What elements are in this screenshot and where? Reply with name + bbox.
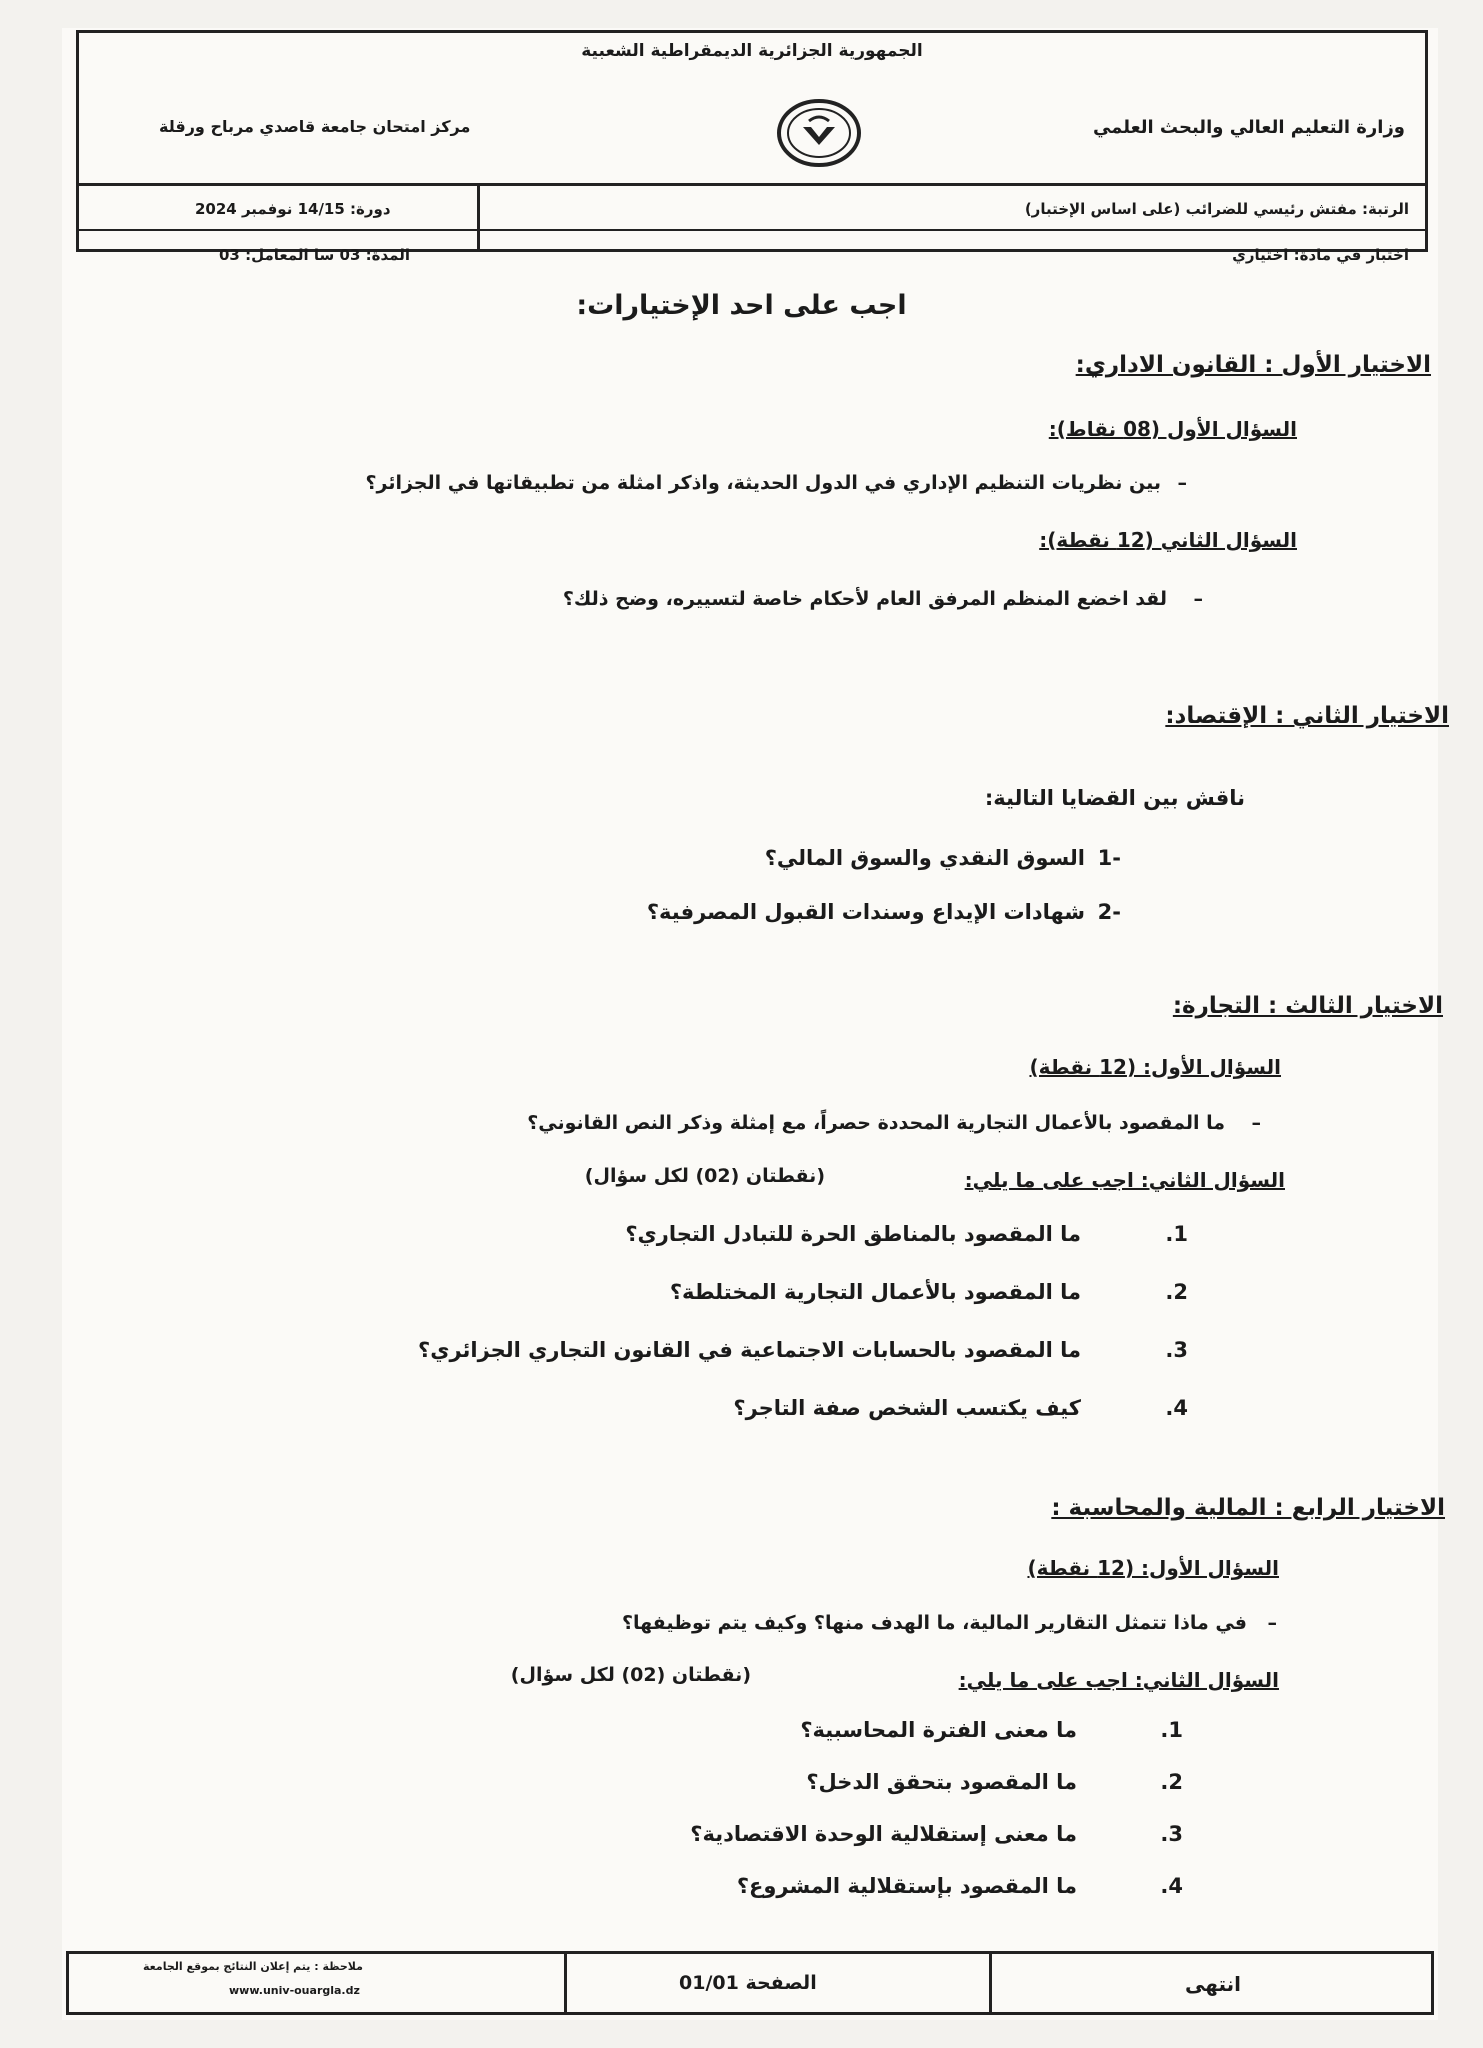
- ministry-name: وزارة التعليم العالي والبحث العلمي: [1092, 117, 1405, 138]
- option-4-item-num: 2.: [1160, 1770, 1183, 1794]
- exam-footer: [66, 1951, 1434, 2015]
- option-4-q1-label: السؤال الأول: (12 نقطة): [1027, 1556, 1279, 1580]
- page-number: الصفحة 01/01: [679, 1972, 817, 1994]
- option-4-title: الاختيار الرابع : المالية والمحاسبة :: [1051, 1495, 1445, 1521]
- exam-sheet: [62, 28, 1438, 2020]
- option-4-item-num: 1.: [1160, 1718, 1183, 1742]
- option-1-q1-dash: –: [1177, 472, 1187, 494]
- option-3-q1-label: السؤال الأول: (12 نقطة): [1029, 1055, 1281, 1079]
- footer-divider: [989, 1954, 992, 2012]
- option-3-item: كيف يكتسب الشخص صفة التاجر؟: [733, 1396, 1081, 1420]
- option-4-q1-text: في ماذا تتمثل التقارير المالية، ما الهدف منها؟ وكيف يتم توظيفها؟: [621, 1612, 1247, 1634]
- option-4-item: ما معنى الفترة المحاسبية؟: [800, 1718, 1077, 1742]
- university-url: www.univ-ouargla.dz: [229, 1984, 360, 1997]
- end-label: انتهى: [1185, 1972, 1241, 1996]
- option-4-item: ما المقصود بإستقلالية المشروع؟: [736, 1874, 1077, 1898]
- option-3-q1-dash: –: [1251, 1112, 1261, 1134]
- option-3-item-num: 1.: [1165, 1222, 1188, 1246]
- option-2-item-num: -1: [1097, 846, 1121, 870]
- header-divider: [79, 183, 1425, 186]
- option-3-q2-label: السؤال الثاني: اجب على ما يلي:: [964, 1168, 1285, 1192]
- header-divider: [79, 229, 1425, 231]
- option-2-intro: ناقش بين القضايا التالية:: [984, 786, 1245, 810]
- option-3-item-num: 2.: [1165, 1280, 1188, 1304]
- option-4-q2-points: (نقطتان (02) لكل سؤال): [510, 1664, 751, 1686]
- exam-rank: الرتبة: مفتش رئيسي للضرائب (على اساس الإختبار): [1024, 200, 1409, 218]
- option-2-title: الاختيار الثاني : الإقتصاد:: [1165, 703, 1449, 729]
- option-1-q1-text: بين نظريات التنظيم الإداري في الدول الحديثة، واذكر امثلة من تطبيقاتها في الجزائر؟: [365, 472, 1161, 494]
- option-3-item-num: 4.: [1165, 1396, 1188, 1420]
- option-4-item: ما معنى إستقلالية الوحدة الاقتصادية؟: [690, 1822, 1077, 1846]
- university-logo-icon: [773, 97, 865, 169]
- option-3-q2-points: (نقطتان (02) لكل سؤال): [584, 1165, 825, 1187]
- option-4-q2-label: السؤال الثاني: اجب على ما يلي:: [958, 1668, 1279, 1692]
- option-1-q2-text: لقد اخضع المنظم المرفق العام لأحكام خاصة لتسييره، وضح ذلك؟: [562, 588, 1167, 610]
- footer-divider: [564, 1954, 567, 2012]
- header-column-divider: [477, 183, 480, 252]
- option-4-item: ما المقصود بتحقق الدخل؟: [806, 1770, 1077, 1794]
- option-3-item: ما المقصود بالحسابات الاجتماعية في القانون التجاري الجزائري؟: [418, 1338, 1081, 1362]
- option-2-item: شهادات الإيداع وسندات القبول المصرفية؟: [646, 900, 1085, 924]
- results-note: ملاحظة : يتم إعلان النتائج بموقع الجامعة: [143, 1960, 363, 1973]
- exam-center: مركز امتحان جامعة قاصدي مرباح ورقلة: [159, 117, 471, 136]
- exam-subject: اختبار في مادة: اختياري: [1232, 246, 1409, 264]
- page-title: اجب على احد الإختيارات:: [576, 290, 907, 321]
- option-3-q1-text: ما المقصود بالأعمال التجارية المحددة حصراً، مع إمثلة وذكر النص القانوني؟: [527, 1112, 1225, 1134]
- option-3-item-num: 3.: [1165, 1338, 1188, 1362]
- exam-session: دورة: 14/15 نوفمبر 2024: [195, 200, 391, 218]
- exam-duration: المدة: 03 سا المعامل: 03: [219, 246, 410, 264]
- option-2-item-num: -2: [1097, 900, 1121, 924]
- exam-header: [76, 30, 1428, 264]
- option-2-item: السوق النقدي والسوق المالي؟: [764, 846, 1085, 870]
- option-4-item-num: 4.: [1160, 1874, 1183, 1898]
- option-1-q2-label: السؤال الثاني (12 نقطة):: [1039, 528, 1297, 552]
- republic-title: الجمهورية الجزائرية الديمقراطية الشعبية: [581, 41, 923, 61]
- option-3-item: ما المقصود بالأعمال التجارية المختلطة؟: [669, 1280, 1081, 1304]
- option-4-q1-dash: –: [1267, 1612, 1277, 1634]
- option-1-q2-dash: –: [1193, 588, 1203, 610]
- option-1-title: الاختيار الأول : القانون الاداري:: [1075, 352, 1431, 378]
- option-3-item: ما المقصود بالمناطق الحرة للتبادل التجاري؟: [625, 1222, 1081, 1246]
- option-3-title: الاختيار الثالث : التجارة:: [1172, 993, 1443, 1019]
- option-4-item-num: 3.: [1160, 1822, 1183, 1846]
- option-1-q1-label: السؤال الأول (08 نقاط):: [1048, 417, 1297, 441]
